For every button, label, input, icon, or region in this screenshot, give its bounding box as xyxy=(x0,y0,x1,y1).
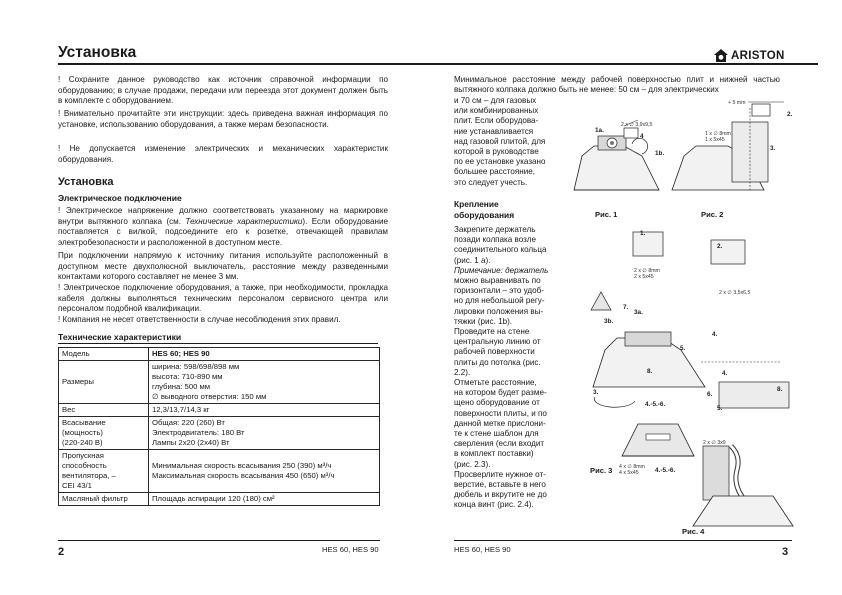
min-distance-intro: Минимальное расстояние между рабочей поверхностью плит и нижней частью вытяжного колпака должно быть не менее: 50 см – для электрических xyxy=(454,75,780,95)
spec-label-capacity: Пропускная способность вентилятора, – CEI 43/1 xyxy=(59,450,149,493)
specs-title: Технические характеристики xyxy=(58,332,378,344)
table-row xyxy=(59,450,380,493)
spec-label-filter: Масляный фильтр xyxy=(59,493,149,506)
mount-paragraph: Закрепите держатель позади колпака возле соединительного кольца (рис. 1 a). Примечание: держатель можно выравнивать по горизонтали – это удоб- но для небольшой регу- лировки положения вы- тяжки (рис. 1b). Проведите на стене центральную линию от рабочей поверхности плиты до потолка (рис. 2.2). Отметьте расстояние, на котором будет разме- щено оборудование от поверхности плиты, и по данной метке прислони- те к стене шаблон для сверления (если входит в комплект поставки) (рис. 2.3). Просверлите нужное от- верстие, вставьте в него дюбель и вкрутите не до конца винт (рис. 2.4). xyxy=(454,225,549,510)
spec-value-power: Общая: 220 (260) Вт Электродвигатель: 180 Вт Лампы 2х20 (2х40) Вт xyxy=(149,417,380,450)
fig3-label-1: 1. xyxy=(640,230,646,237)
spec-value-filter: Площадь аспирации 120 (180) см² xyxy=(149,493,380,506)
fig1-label-1a: 1a. xyxy=(595,127,604,134)
intro-paragraph-1: ! Сохраните данное руководство как источник справочной информации по оборудованию; в случае продажи, передачи или переезда этот документ должен быть в комплекте с оборудованием. xyxy=(58,75,388,106)
fig2-label-3: 3. xyxy=(770,145,776,152)
electrical-paragraph-3: ! Электрическое подключение оборудования, а также, при необходимости, прокладка кабеля должны выполняться техническим персоналом сервисного центра или персоналом подобной квалификации. xyxy=(58,283,388,314)
fig1-screw-spec: 2 x ∅ 3,9x9,5 xyxy=(621,122,653,128)
min-distance-paragraph: и 70 см – для газовых или комбинированных плит. Если оборудова- ние устанавливается над газовой плитой, для которой в руководстве по ее установке указано большее расстояние, это следует учесть. xyxy=(454,96,546,187)
fig3-label-3b: 3b. xyxy=(604,318,614,325)
table-row xyxy=(59,493,380,506)
spec-label-size: Размеры xyxy=(59,361,149,404)
fig3-label-4: 4. xyxy=(712,331,718,338)
figure-4-duct-drawing xyxy=(689,440,799,530)
fig3-label-5b: 5. xyxy=(717,405,723,412)
fig2-label-2: 2. xyxy=(787,111,793,118)
fig3-label-4b: 4. xyxy=(722,370,728,377)
fig3-label-5: 5. xyxy=(680,345,686,352)
electrical-paragraph-4: ! Компания не несет ответственности в случае несоблюдения этих правил. xyxy=(58,315,341,324)
page-number: 2 xyxy=(58,546,65,558)
page-title: Установка xyxy=(58,44,137,61)
fig2-dimension: + 5 mm xyxy=(728,100,746,106)
fig1-label-4: 4 xyxy=(640,133,644,140)
spec-value-model: HES 60; HES 90 xyxy=(149,348,380,361)
fig2-screw-spec: 1 x ∅ 8mm 1 x 5x45 xyxy=(705,131,731,143)
right-page xyxy=(421,0,842,595)
fig3-screw-spec-c: 2 x ∅ 3,5x6,5 xyxy=(719,290,751,296)
fig3-label-6: 6. xyxy=(707,391,713,398)
table-row xyxy=(59,348,380,361)
footer-model: HES 60, HES 90 xyxy=(454,545,511,554)
intro-paragraph-2: ! Внимательно прочитайте эти инструкции: здесь приведена важная информация по установке, использованию оборудования, а также мерам безопасности. xyxy=(58,109,388,129)
figure-1-caption: Рис. 1 xyxy=(595,210,618,219)
brand-logo xyxy=(714,49,785,62)
mount-title: Крепление оборудования xyxy=(454,199,515,220)
figure-2-caption: Рис. 2 xyxy=(701,210,724,219)
ariston-house-icon xyxy=(714,49,728,62)
electrical-paragraph-2: При подключении напрямую к источнику питания используйте расположенный в доступном месте двухполюсной выключатель, расстояние между разведенными контактами которого составляет не менее 3 мм. xyxy=(58,251,388,282)
brand-name: ARISTON xyxy=(731,49,785,62)
fig3-label-2: 2. xyxy=(717,243,723,250)
figure-4-caption: Рис. 4 xyxy=(682,527,705,536)
table-row xyxy=(59,404,380,417)
spec-value-size: ширина: 598/698/898 мм высота: 710-890 мм глубина: 500 мм ∅ выводного отверстия: 150 мм xyxy=(149,361,380,404)
figure-2-wall-template-drawing xyxy=(664,98,794,208)
footer-divider xyxy=(454,540,792,541)
fig3-screw-spec-a: 2 x ∅ 8mm 2 x 5x45 xyxy=(634,268,660,280)
fig3-label-3a: 3a. xyxy=(634,309,643,316)
spec-label-weight: Вес xyxy=(59,404,149,417)
footer-divider xyxy=(58,540,380,541)
fig3-label-8: 8. xyxy=(647,368,653,375)
fig1-label-1b: 1b. xyxy=(655,150,665,157)
spec-label-power: Всасывание (мощность) (220-240 В) xyxy=(59,417,149,450)
table-row xyxy=(59,361,380,404)
intro-paragraph-3: ! Не допускается изменение электрических и механических характеристик оборудования. xyxy=(58,144,388,164)
spec-value-capacity: Минимальная скорость всасывания 250 (390) м³/ч Максимальная скорость всасывания 450 (650) м³/ч xyxy=(149,450,380,493)
page-number: 3 xyxy=(782,546,789,558)
spec-label-model: Модель xyxy=(59,348,149,361)
fig3-label-456b: 4.-5.-6. xyxy=(655,467,676,474)
fig3-label-3: 3. xyxy=(593,389,599,396)
spec-value-weight: 12,3/13,7/14,3 кг xyxy=(149,404,380,417)
specs-table xyxy=(58,347,380,506)
section-title: Установка xyxy=(58,176,114,188)
table-row xyxy=(59,417,380,450)
electrical-title: Электрическое подключение xyxy=(58,193,182,203)
fig3-label-7: 7. xyxy=(623,304,629,311)
fig3-label-8b: 8. xyxy=(777,386,783,393)
electrical-paragraph-1: ! Электрическое напряжение должно соответствовать указанному на маркировке внутри вытяжного колпака (см. Технические характеристики). Если оборудование поставляется с вилкой, подсоедините его к розетке, отвечающей правилам электробезопасности и расположенной в доступном месте. xyxy=(58,206,389,247)
footer-model: HES 60, HES 90 xyxy=(322,545,379,554)
figure-3-mounting-drawing xyxy=(571,222,796,432)
fig3-label-456: 4.-5.-6. xyxy=(645,401,666,408)
fig4-screw-spec: 2 x ∅ 3x9 xyxy=(703,440,726,446)
figure-3-caption: Рис. 3 xyxy=(590,466,613,475)
fig3-bottom-screw-spec: 4 x ∅ 8mm 4 x 5x45 xyxy=(619,464,645,476)
